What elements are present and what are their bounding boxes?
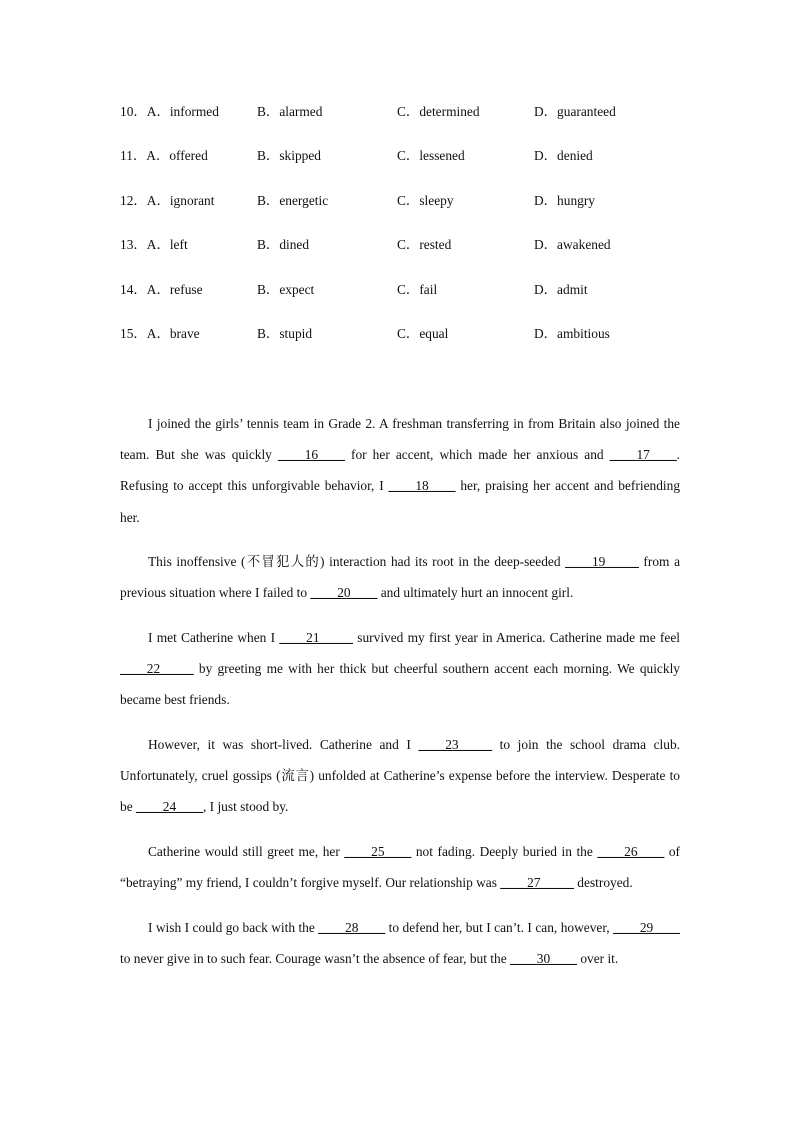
blank-30: ____30____ — [510, 951, 577, 967]
option-a: 11．A．offered — [120, 148, 208, 163]
blank-21: ____21_____ — [279, 630, 353, 645]
option-b: B．dined — [257, 237, 310, 252]
passage-text: This inoffensive (不冒犯人的) interaction had its root in the deep-seeded — [148, 554, 566, 569]
option-b: B．skipped — [257, 148, 321, 163]
passage-text: to defend her, but I can’t. I can, however, — [385, 920, 614, 935]
question-number: 11 — [120, 148, 133, 163]
option-a-text: A．offered — [146, 148, 208, 163]
blank-25: ____25____ — [344, 844, 412, 859]
blank-29: ____29____ — [613, 920, 680, 935]
option-a-text: A．ignorant — [146, 193, 215, 208]
option-c: C．lessened — [397, 148, 465, 163]
blank-24: ____24____ — [136, 799, 203, 815]
option-d: D．admit — [534, 282, 588, 297]
passage-paragraph-1 — [120, 408, 680, 533]
blank-27: ____27_____ — [500, 875, 574, 891]
option-d: D．denied — [534, 148, 593, 163]
passage-text: destroyed. — [573, 875, 633, 891]
passage-text: . Refusing to accept this unforgivable behavior, I — [120, 447, 680, 494]
option-a: 14．A．refuse — [120, 282, 203, 297]
passage-paragraph-5 — [120, 836, 680, 898]
option-d: D．guaranteed — [534, 104, 616, 119]
blank-17: ____17____ — [609, 447, 677, 463]
passage-paragraph-4 — [120, 729, 680, 823]
passage-text: and ultimately hurt an innocent girl. — [377, 585, 574, 601]
passage-text: not fading. Deeply buried in the — [411, 844, 598, 859]
blank-26: ____26____ — [597, 844, 665, 859]
option-b: B．stupid — [257, 326, 313, 341]
option-a-text: A．left — [146, 237, 188, 252]
passage-text: for her accent, which made her anxious and — [344, 447, 610, 463]
passage-text: I met Catherine when I — [148, 630, 280, 645]
passage-text: her, praising her accent and befriending her. — [120, 478, 681, 525]
option-a-text: A．informed — [146, 104, 219, 119]
passage-paragraph-3 — [120, 622, 680, 716]
blank-28: ____28____ — [318, 920, 386, 935]
passage-text: to never give in to such fear. Courage wasn’t the absence of fear, but the — [120, 951, 511, 967]
question-number: 10 — [120, 104, 134, 119]
question-number: 14 — [120, 282, 134, 297]
option-b: B．expect — [257, 282, 315, 297]
passage-text: However, it was short-lived. Catherine and I — [148, 737, 419, 752]
option-c: C．determined — [397, 104, 480, 119]
blank-18: ____18____ — [388, 478, 456, 494]
option-c: C．fail — [397, 282, 438, 297]
question-number: 12 — [120, 193, 134, 208]
option-a: 15．A．brave — [120, 326, 200, 341]
option-a-text: A．refuse — [146, 282, 203, 297]
option-a: 12．A．ignorant — [120, 193, 215, 208]
blank-22: ____22_____ — [120, 661, 194, 677]
passage-text: survived my first year in America. Catherine made me feel — [353, 630, 680, 645]
option-d: D．awakened — [534, 237, 611, 252]
blank-16: ____16____ — [277, 447, 345, 463]
option-d: D．ambitious — [534, 326, 610, 341]
passage-paragraph-6 — [120, 912, 680, 974]
passage-text: , I just stood by. — [202, 799, 289, 815]
passage-text: of “betraying” my friend, I couldn’t forgive myself. Our relationship was — [120, 844, 680, 891]
blank-19: ____19_____ — [565, 554, 639, 569]
blank-23: ____23_____ — [418, 737, 493, 752]
passage-text: I wish I could go back with the — [148, 920, 319, 935]
option-a: 13．A．left — [120, 237, 188, 252]
passage-text: by greeting me with her thick but cheerful southern accent each morning. We quickly became best friends. — [120, 661, 680, 708]
passage-text: I joined the girls’ tennis team in Grade 2. A freshman transferring in from Britain also joined the team. But she was quickly — [120, 416, 680, 463]
option-d: D．hungry — [534, 193, 595, 208]
passage-text: over it. — [576, 951, 619, 967]
option-b: B．alarmed — [257, 104, 323, 119]
question-number: 15 — [120, 326, 134, 341]
passage-text: Catherine would still greet me, her — [148, 844, 345, 859]
passage-text: from a previous situation where I failed to — [120, 554, 681, 601]
passage-paragraph-2 — [120, 546, 680, 608]
passage-text: to join the school drama club. Unfortunately, cruel gossips (流言) unfolded at Catherine’s expense before the interview. Desperate to be — [120, 737, 681, 815]
option-b: B．energetic — [257, 193, 329, 208]
option-c: C．sleepy — [397, 193, 454, 208]
option-c: C．rested — [397, 237, 452, 252]
option-a: 10．A．informed — [120, 104, 219, 119]
blank-20: ____20____ — [310, 585, 378, 601]
question-number: 13 — [120, 237, 134, 252]
option-a-text: A．brave — [146, 326, 200, 341]
option-c: C．equal — [397, 326, 449, 341]
